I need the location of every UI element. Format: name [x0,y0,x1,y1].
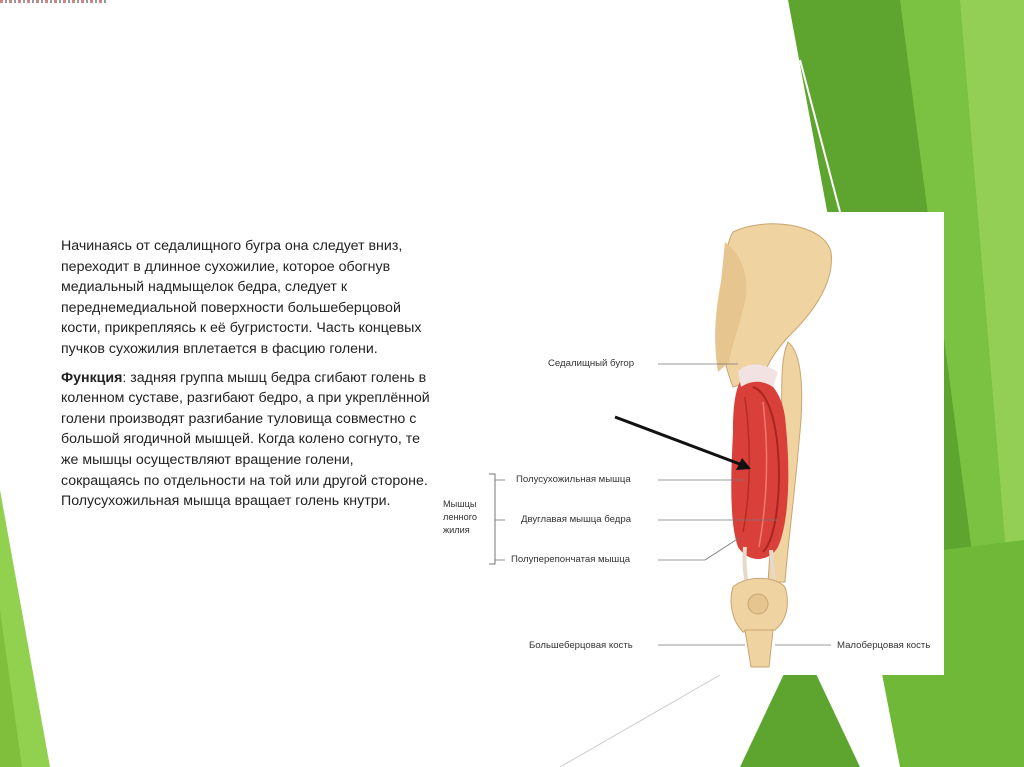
label-semimembranosus: Полуперепончатая мышца [511,554,631,565]
function-label: Функция [61,369,123,386]
label-tibia: Большеберцовая кость [529,640,633,651]
function-paragraph [61,368,436,512]
slide-body-text [61,236,436,520]
group-label-line-2: ленного [443,512,477,522]
hamstring-anatomy-figure [433,212,944,675]
top-header-strip [0,0,108,3]
function-text: : задняя группа мышц бедра сгибают голень в коленном суставе, разгибают бедро, а при укреплённой голени производят разгибание туловища совместно с большой ягодичной мышцей. Когда колено согнуто, те же мышцы осуществляют вращение голени, сокращаясь по отдельности на той или другой стороне. Полусухожильная мышца вращает голень кнутри. [61,369,430,510]
label-fibula: Малоберцовая кость [837,640,931,651]
label-ischial-tuberosity: Седалищный бугор [548,358,635,369]
anatomy-illustration [433,212,944,675]
group-label-line-3: жилия [443,525,470,535]
label-semitendinosus: Полусухожильная мышца [516,474,631,485]
muscle-group-label [443,498,483,537]
label-biceps-femoris: Двуглавая мышца бедра [521,514,632,525]
group-label-line-1: Мышцы [443,499,477,509]
description-paragraph: Начинаясь от седалищного бугра она следует вниз, переходит в длинное сухожилие, которое обогнув медиальный надмыщелок бедра, следует к переднемедиальной поверхности большеберцовой кости, прикрепляясь к её бугристости. Часть концевых пучков сухожилия вплетается в фасцию голени. [61,238,422,357]
